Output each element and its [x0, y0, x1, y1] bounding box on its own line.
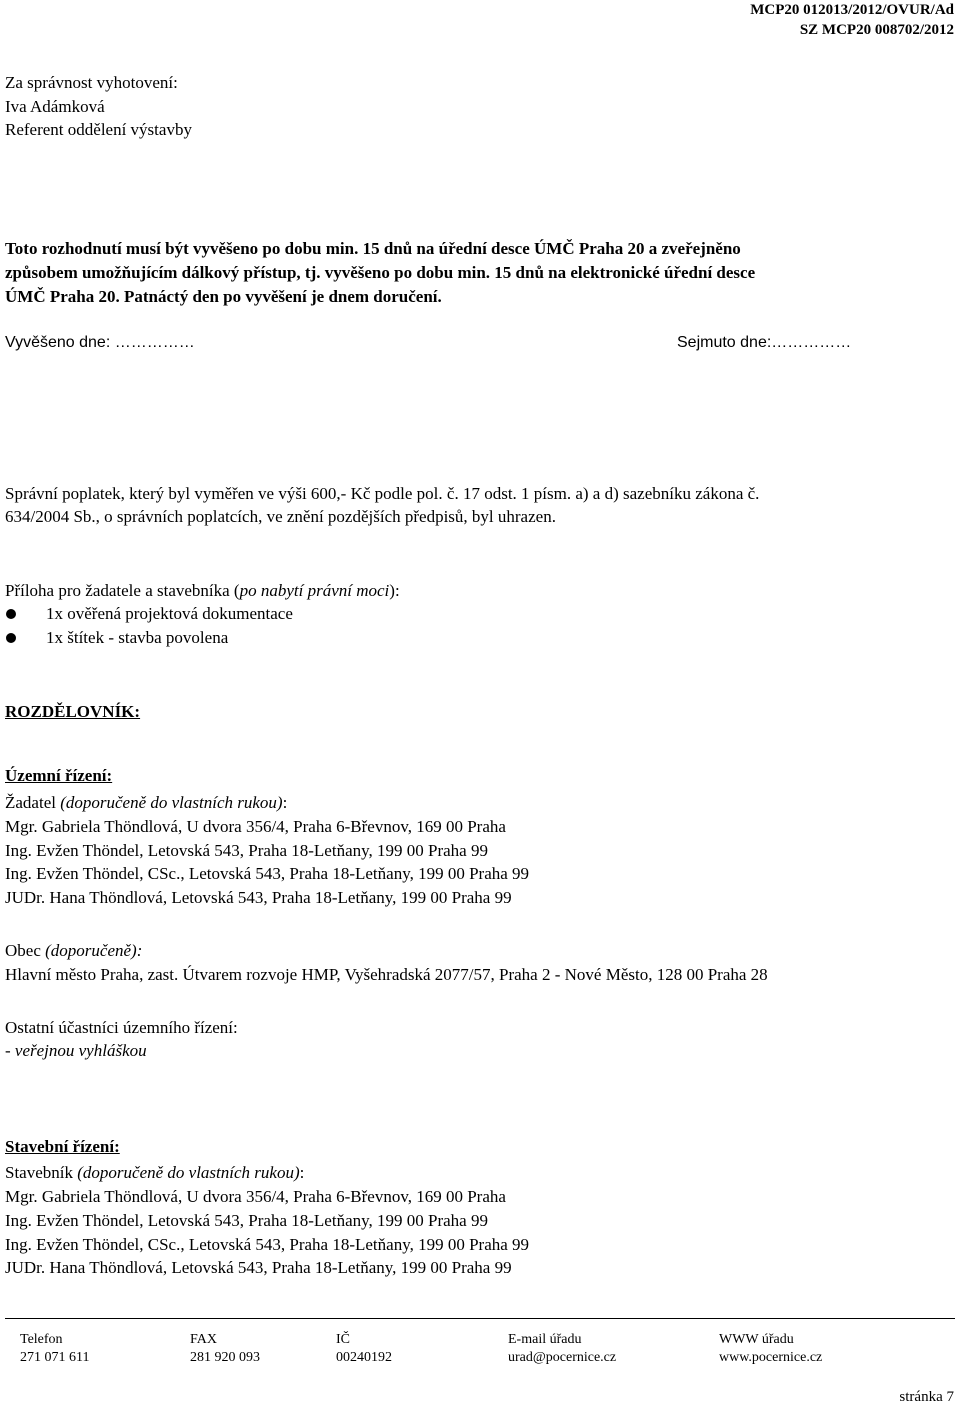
- recipient-line: Ing. Evžen Thöndel, Letovská 543, Praha 18-Letňany, 199 00 Praha 99: [5, 1211, 488, 1230]
- removed-date-field: Sejmuto dne:……………: [677, 334, 852, 351]
- reference-number-sz: SZ MCP20 008702/2012: [799, 22, 954, 38]
- other-participants-label: Ostatní účastníci územního řízení:: [5, 1018, 238, 1037]
- distribution-title: ROZDĚLOVNÍK:: [5, 702, 141, 721]
- notice-line-1: Toto rozhodnutí musí být vyvěšeno po dobu min. 15 dnů na úřední desce ÚMČ Praha 20 a zveřejněno: [5, 239, 741, 258]
- builder-label-text: Stavebník: [5, 1163, 78, 1182]
- footer-ic-value: 00240192: [336, 1350, 392, 1365]
- municipality-label-text: Obec: [5, 941, 46, 960]
- posted-date-field: Vyvěšeno dne: ……………: [5, 334, 195, 351]
- recipient-line: Ing. Evžen Thöndel, CSc., Letovská 543, Praha 18-Letňany, 199 00 Praha 99: [5, 1235, 530, 1254]
- recipient-line: JUDr. Hana Thöndlová, Letovská 543, Praha 18-Letňany, 199 00 Praha 99: [5, 1258, 512, 1277]
- municipality-note: (doporučeně):: [45, 941, 143, 960]
- attachment-item: 1x štítek - stavba povolena: [46, 628, 229, 647]
- footer-web-label: WWW úřadu: [719, 1332, 794, 1347]
- applicant-label: [5, 791, 287, 814]
- footer-ic-label: IČ: [336, 1332, 350, 1347]
- municipality-label: [5, 939, 142, 962]
- footer-email-label: E-mail úřadu: [508, 1332, 582, 1347]
- reference-number: MCP20 012013/2012/OVUR/Ad: [750, 2, 954, 18]
- footer-fax-label: FAX: [190, 1332, 217, 1347]
- bullet-icon: [6, 609, 16, 619]
- applicant-label-text: Žadatel: [5, 793, 61, 812]
- fee-line-1: Správní poplatek, který byl vyměřen ve výši 600,- Kč podle pol. č. 17 odst. 1 písm. a) a d) sazebníku zákona č.: [5, 484, 760, 503]
- recipient-line: Ing. Evžen Thöndel, CSc., Letovská 543, Praha 18-Letňany, 199 00 Praha 99: [5, 864, 530, 883]
- notice-line-3: ÚMČ Praha 20. Patnáctý den po vyvěšení je dnem doručení.: [5, 287, 442, 306]
- bullet-icon: [6, 633, 16, 643]
- footer-email-value[interactable]: urad@pocernice.cz: [508, 1350, 617, 1365]
- signature-name: Iva Adámková: [5, 97, 105, 116]
- territorial-heading: Územní řízení:: [5, 766, 113, 785]
- builder-label: [5, 1161, 304, 1184]
- footer-fax-value: 281 920 093: [190, 1350, 260, 1365]
- builder-note: (doporučeně do vlastních rukou): [77, 1163, 300, 1182]
- attachment-intro-text: Příloha pro žadatele a stavebníka (: [5, 581, 240, 600]
- footer-divider: [5, 1318, 955, 1319]
- recipient-line: JUDr. Hana Thöndlová, Letovská 543, Praha 18-Letňany, 199 00 Praha 99: [5, 888, 512, 907]
- attachment-intro-end: ):: [389, 581, 400, 600]
- footer-phone-label: Telefon: [20, 1332, 63, 1347]
- building-heading: Stavební řízení:: [5, 1137, 120, 1156]
- attachment-intro: [5, 579, 400, 602]
- attachment-intro-italic: po nabytí právní moci: [239, 581, 390, 600]
- fee-line-2: 634/2004 Sb., o správních poplatcích, ve znění pozdějších předpisů, byl uhrazen.: [5, 507, 556, 526]
- recipient-line: Mgr. Gabriela Thöndlová, U dvora 356/4, Praha 6-Břevnov, 169 00 Praha: [5, 1187, 506, 1206]
- builder-colon: :: [299, 1163, 305, 1182]
- footer-web-value[interactable]: www.pocernice.cz: [719, 1350, 823, 1365]
- footer-phone-value: 271 071 611: [20, 1350, 90, 1365]
- other-participants-value: - veřejnou vyhláškou: [5, 1041, 147, 1060]
- municipality-recipient: Hlavní město Praha, zast. Útvarem rozvoje HMP, Vyšehradská 2077/57, Praha 2 - Nové Město, 128 00 Praha 28: [5, 965, 768, 984]
- signature-label: Za správnost vyhotovení:: [5, 73, 178, 92]
- signature-role: Referent oddělení výstavby: [5, 120, 192, 139]
- attachment-item: 1x ověřená projektová dokumentace: [46, 604, 293, 623]
- recipient-line: Ing. Evžen Thöndel, Letovská 543, Praha 18-Letňany, 199 00 Praha 99: [5, 841, 488, 860]
- recipient-line: Mgr. Gabriela Thöndlová, U dvora 356/4, Praha 6-Břevnov, 169 00 Praha: [5, 817, 506, 836]
- notice-line-2: způsobem umožňujícím dálkový přístup, tj. vyvěšeno po dobu min. 15 dnů na elektronické úřední desce: [5, 263, 756, 282]
- applicant-note: (doporučeně do vlastních rukou): [60, 793, 283, 812]
- applicant-colon: :: [282, 793, 288, 812]
- page-number: stránka 7: [899, 1389, 954, 1405]
